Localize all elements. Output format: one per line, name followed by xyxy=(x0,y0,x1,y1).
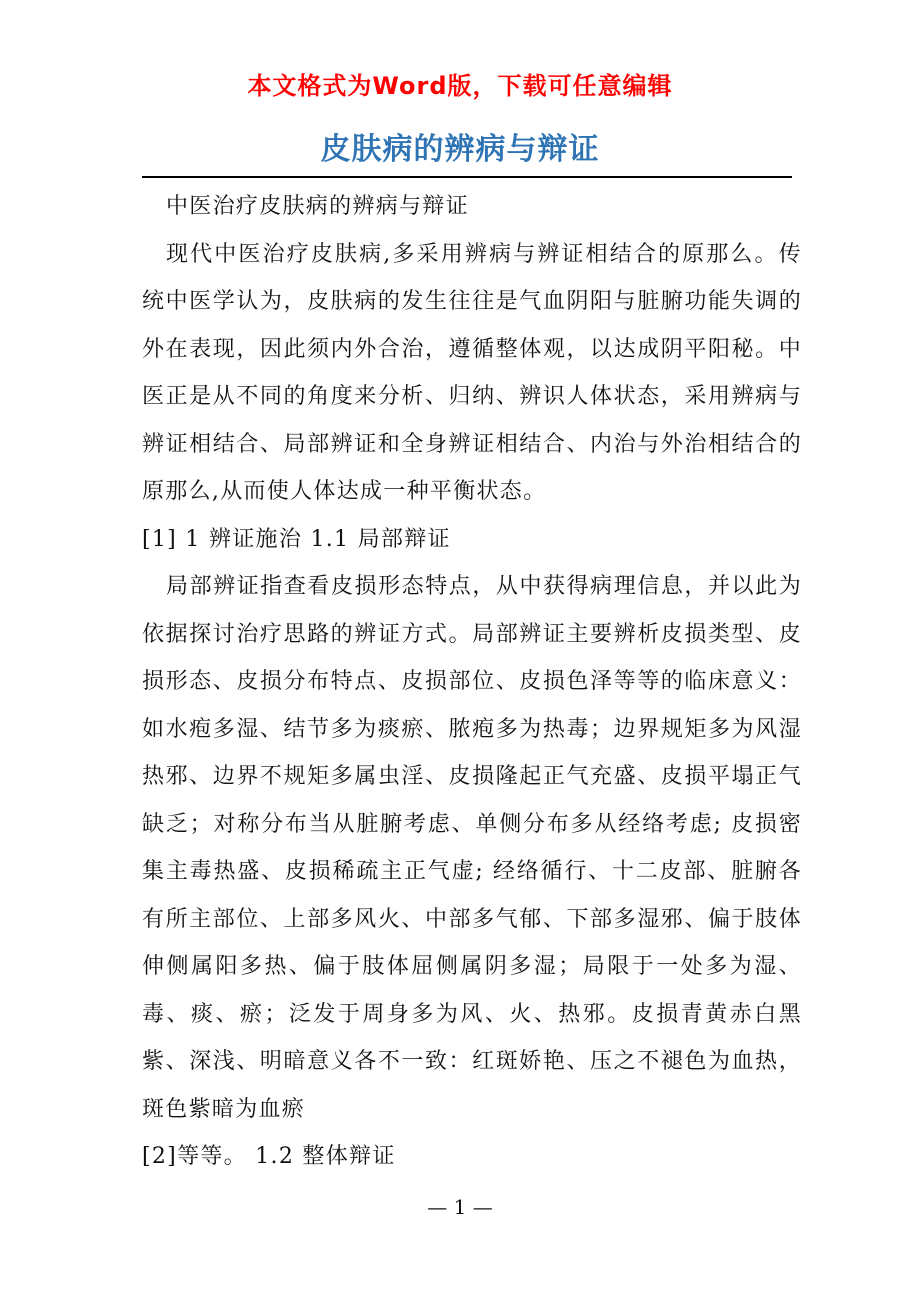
section-heading-overall-diagnosis: [2]等等。 1.2 整体辩证 xyxy=(142,1144,396,1169)
section-heading-local-diagnosis: [1] 1 辨证施治 1.1 局部辩证 xyxy=(142,526,451,552)
subtitle-paragraph: 中医治疗皮肤病的辨病与辩证 xyxy=(166,194,469,219)
intro-paragraph: 现代中医治疗皮肤病,多采用辨病与辨证相结合的原那么。传统中医学认为，皮肤病的发生往往是气血阴阳与脏腑功能失调的外在表现，因此须内外合治，遵循整体观，以达成阴平阳秘。中医正是从不同的角度来分析、归纳、辨识人体状态，采用辨病与辨证相结合、局部辨证和全身辨证相结合、内治与外治相结合的原那么,从而使人体达成一种平衡状态。 xyxy=(142,241,802,504)
format-notice-banner: 本文格式为Word版，下载可任意编辑 xyxy=(247,72,673,100)
title-divider xyxy=(142,176,792,178)
local-diagnosis-paragraph: 局部辨证指查看皮损形态特点，从中获得病理信息，并以此为依据探讨治疗思路的辨证方式。局部辨证主要辨析皮损类型、皮损形态、皮损分布特点、皮损部位、皮损色泽等等的临床意义：如水疱多湿、结节多为痰瘀、脓疱多为热毒；边界规矩多为风湿热邪、边界不规矩多属虫淫、皮损隆起正气充盛、皮损平塌正气缺乏；对称分布当从脏腑考虑、单侧分布多从经络考虑; 皮损密集主毒热盛、皮损稀疏主正气虚; 经络循行、十二皮部、脏腑各有所主部位、上部多风火、中部多气郁、下部多湿邪、偏于肢体伸侧属阳多热、偏于肢体屈侧属阴多湿；局限于一处多为湿、毒、痰、瘀；泛发于周身多为风、火、热邪。皮损青黄赤白黑紫、深浅、明暗意义各不一致：红斑娇艳、压之不褪色为血热，斑色紫暗为血瘀 xyxy=(142,574,802,1122)
document-body xyxy=(142,183,802,1181)
document-title: 皮肤病的辨病与辩证 xyxy=(320,132,600,167)
page-number: — 1 — xyxy=(427,1195,493,1219)
